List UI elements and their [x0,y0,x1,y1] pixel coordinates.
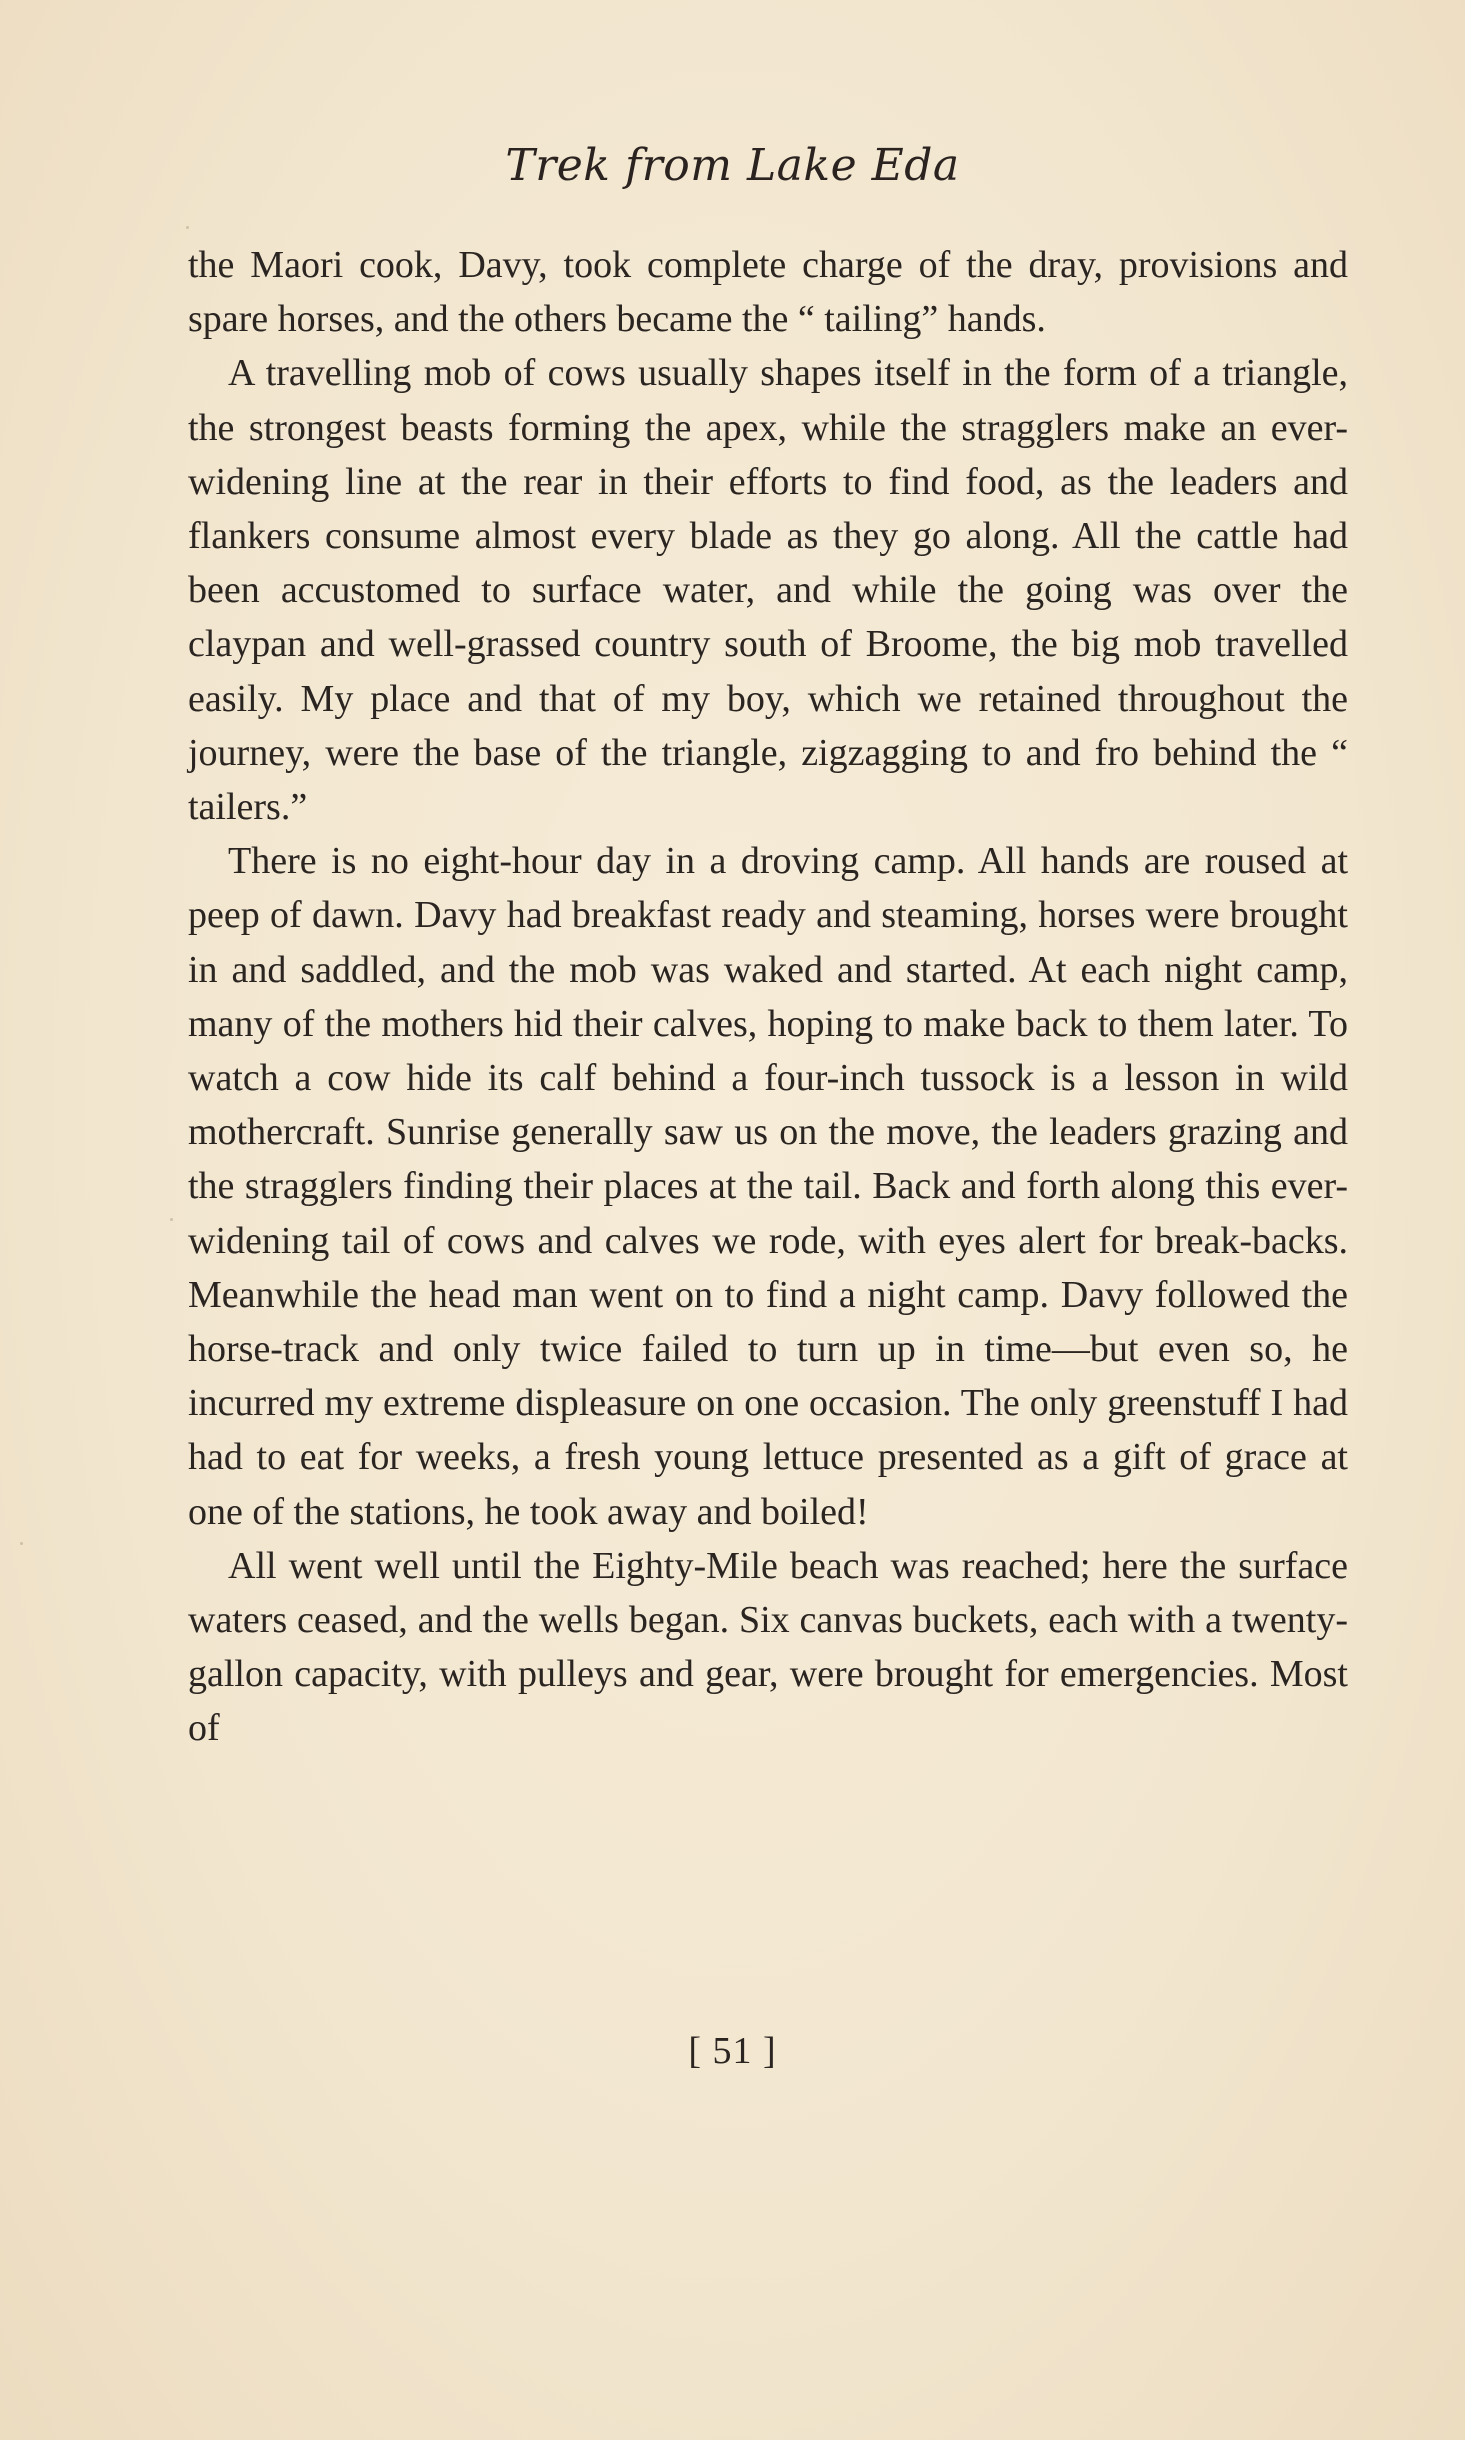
paragraph-droving-camp: There is no eight-hour day in a droving camp. All hands are roused at peep of dawn. Davy had breakfast ready and steaming, horses were brought in and saddled, and the mob was waked and started. At each night camp, many of the mothers hid their calves, hoping to make back to them later. To watch a cow hide its calf behind a four-inch tussock is a lesson in wild mothercraft. Sunrise generally saw us on the move, the leaders grazing and the stragglers finding their places at the tail. Back and forth along this ever-widening tail of cows and calves we rode, with eyes alert for break-backs. Meanwhile the head man went on to find a night camp. Davy followed the horse-track and only twice failed to turn up in time—but even so, he incurred my extreme displeasure on one occasion. The only greenstuff I had had to eat for weeks, a fresh young lettuce presented as a gift of grace at one of the stations, he took away and boiled! [188,840,1348,1533]
paper-speck [170,1218,173,1221]
paragraph-eighty-mile-beach: All went well until the Eighty-Mile beach was reached; here the surface waters ceased, and the wells began. Six canvas buckets, each with a twenty-gallon capacity, with pulleys and gear, were brought for emergencies. Most of [188,1544,1348,1750]
paragraph-continued: the Maori cook, Davy, took complete charge of the dray, provisions and spare horses, and the others became the “ tailing” hands. [188,244,1348,341]
running-title: Trek from Lake Eda [505,140,960,191]
paper-speck [20,1542,23,1545]
page-number: [ 51 ] [688,2030,777,2072]
paper-speck [186,226,189,229]
paragraph-travelling-mob: A travelling mob of cows usually shapes itself in the form of a triangle, the strongest beasts forming the apex, while the stragglers make an ever-widening line at the rear in their efforts to find food, as the leaders and flankers consume almost every blade as they go along. All the cattle had been accustomed to surface water, and while the going was over the claypan and well-grassed country south of Broome, the big mob travelled easily. My place and that of my boy, which we retained throughout the journey, were the base of the triangle, zigzagging to and fro behind the “ tailers.” [188,352,1348,829]
body-text [188,238,1348,1756]
